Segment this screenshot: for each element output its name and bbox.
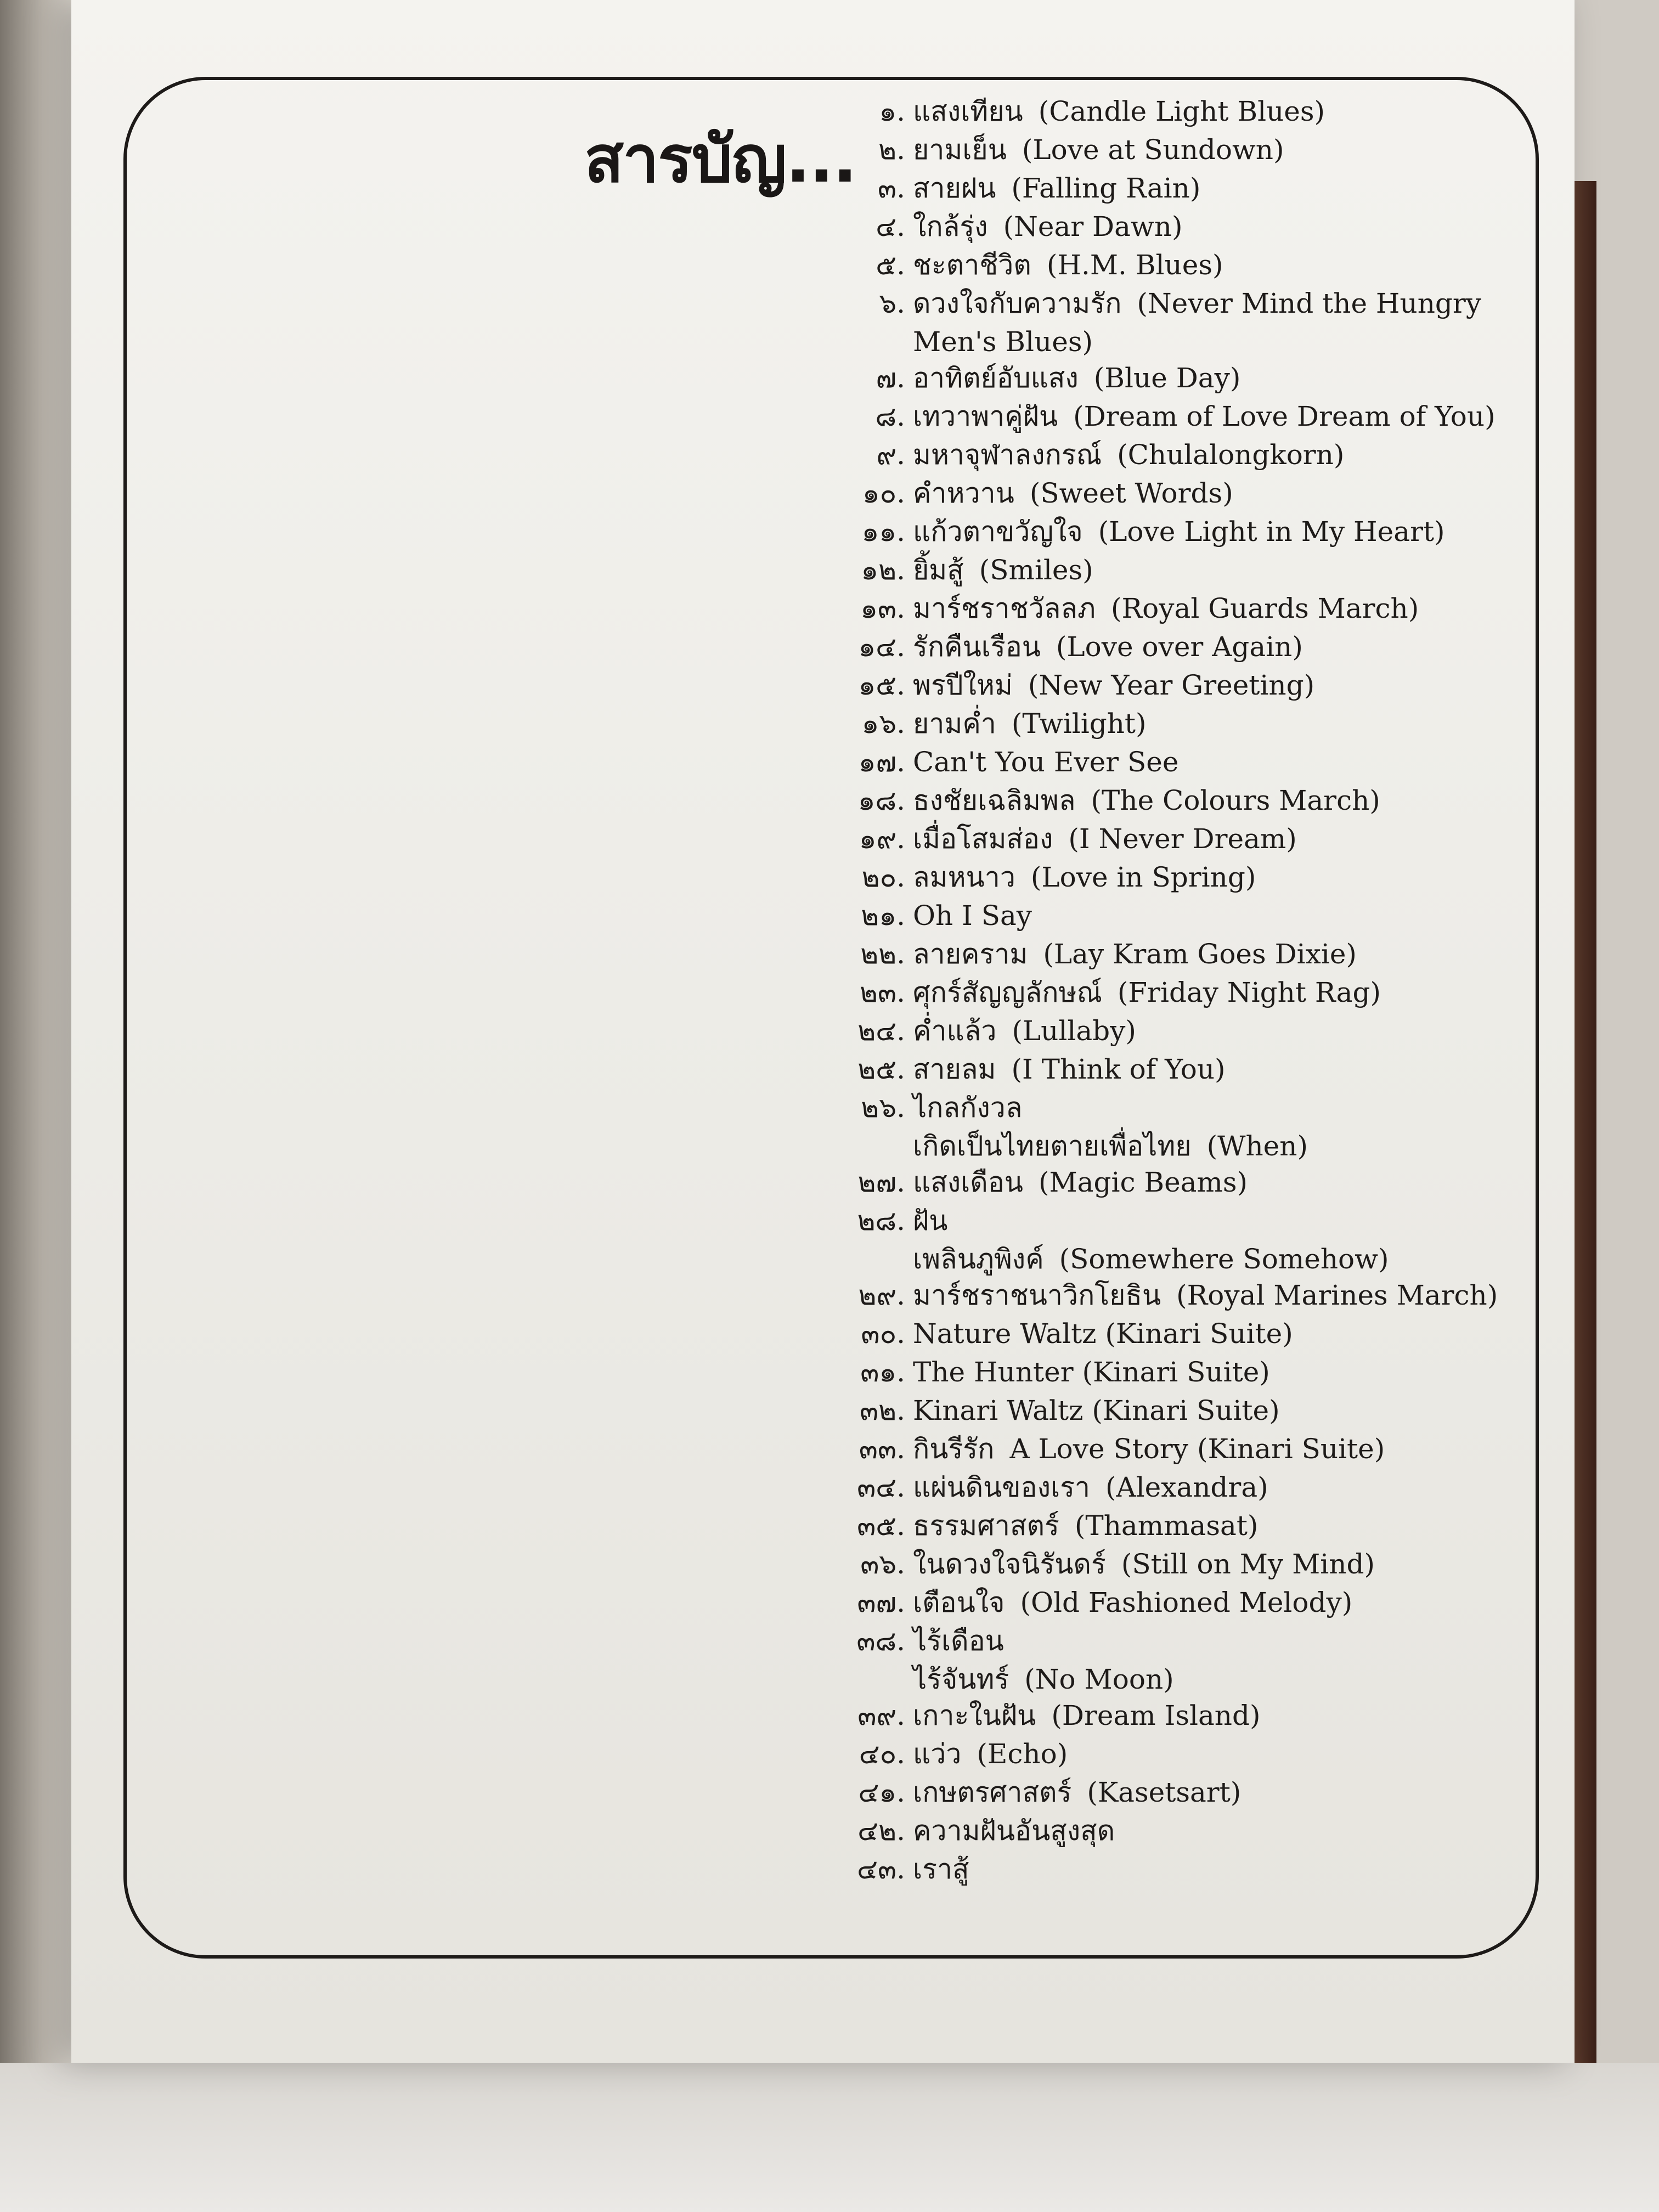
toc-item-thai-title: แผ่นดินของเรา	[913, 1471, 1090, 1503]
toc-item-thai-title: เกษตรศาสตร์	[913, 1776, 1072, 1808]
toc-item-thai-title: กินรีรัก	[913, 1433, 995, 1465]
toc-item-number: ๓๙.	[857, 1700, 905, 1731]
toc-item-english-title-2: Men's Blues)	[913, 326, 1093, 358]
toc-item-thai-title: ฝัน	[913, 1205, 948, 1237]
toc-item-english-title: (Twilight)	[1011, 708, 1147, 740]
toc-item-english-title: (Lay Kram Goes Dixie)	[1043, 938, 1357, 970]
toc-item-number: ๑๘.	[857, 785, 905, 816]
background-fabric	[0, 2063, 1659, 2212]
toc-item-thai-title: สายฝน	[913, 172, 996, 204]
toc-item-number: ๒๒.	[860, 938, 905, 970]
toc-item-english-title: (Sweet Words)	[1029, 477, 1233, 509]
toc-item-number: ๔๓.	[857, 1853, 905, 1885]
toc-item-thai-title: เทวาพาคู่ฝัน	[913, 400, 1058, 432]
toc-item-thai-title: ยามเย็น	[913, 134, 1007, 166]
toc-item-thai-title: เมื่อโสมส่อง	[913, 823, 1053, 855]
toc-item-thai-title: แสงเดือน	[913, 1166, 1023, 1198]
toc-item	[850, 1583, 1525, 1622]
toc-item-thai-title: เกาะในฝัน	[913, 1700, 1036, 1731]
toc-item-english-title: Can't You Ever See	[913, 746, 1179, 778]
toc-item	[850, 704, 1525, 743]
toc-item-english-title: (Never Mind the Hungry	[1137, 287, 1482, 319]
toc-item	[850, 207, 1525, 246]
toc-item-number: ๒๘.	[857, 1205, 905, 1237]
toc-item-thai-title-2: เพลินภูพิงค์	[913, 1243, 1044, 1275]
toc-item	[850, 896, 1525, 935]
toc-item	[850, 397, 1525, 436]
toc-item-thai-title: พรปีใหม่	[913, 669, 1013, 701]
toc-item-number: ๓๒.	[859, 1395, 905, 1426]
toc-item-english-title: (Still on My Mind)	[1121, 1548, 1375, 1580]
toc-item-thai-title: คำหวาน	[913, 477, 1014, 509]
toc-item-number: ๑๖.	[861, 708, 905, 740]
toc-item-thai-title: ในดวงใจนิรันดร์	[913, 1548, 1106, 1580]
toc-item	[850, 1430, 1525, 1468]
toc-item-thai-title: ค่ำแล้ว	[913, 1015, 997, 1047]
toc-item-number: ๒๖.	[861, 1092, 905, 1124]
toc-item	[850, 1353, 1525, 1391]
toc-item-english-title: (Love Light in My Heart)	[1098, 516, 1445, 548]
toc-item-english-title: (Love over Again)	[1056, 631, 1303, 663]
toc-item	[850, 246, 1525, 284]
toc-item-english-title: (Kasetsart)	[1087, 1776, 1242, 1808]
toc-item-thai-title: ยามค่ำ	[913, 708, 996, 740]
toc-item-thai-title: รักคืนเรือน	[913, 631, 1041, 663]
toc-item-number: ๑๑.	[861, 516, 905, 548]
toc-item-english-title: Kinari Waltz (Kinari Suite)	[913, 1395, 1280, 1426]
toc-item-second-line	[913, 1660, 1174, 1699]
toc-item-thai-title: ไร้เดือน	[913, 1625, 1004, 1657]
toc-item-english-title: Nature Waltz (Kinari Suite)	[913, 1318, 1293, 1350]
toc-item-number: ๔.	[876, 211, 905, 242]
toc-item-thai-title: ใกล้รุ่ง	[913, 211, 988, 242]
page-title: สารบัญ...	[584, 121, 856, 197]
toc-item-thai-title: เตือนใจ	[913, 1587, 1005, 1618]
toc-item-english-title: (Near Dawn)	[1003, 211, 1183, 242]
toc-item-number: ๑๒.	[861, 554, 905, 586]
toc-item-thai-title: ดวงใจกับความรัก	[913, 287, 1122, 319]
toc-item-number: ๑๓.	[860, 592, 905, 624]
toc-item-number: ๔๐.	[859, 1738, 905, 1770]
toc-item-english-title: (Love in Spring)	[1030, 861, 1256, 893]
toc-item	[850, 1850, 1525, 1888]
toc-item-thai-title: ยิ้มสู้	[913, 554, 964, 586]
toc-item-second-line	[913, 1240, 1389, 1278]
toc-item-number: ๒๙.	[858, 1279, 905, 1311]
toc-item-number: ๑.	[879, 95, 905, 127]
toc-item-english-title: (Royal Guards March)	[1111, 592, 1419, 624]
toc-item-english-title-2: (No Moon)	[1024, 1663, 1174, 1695]
toc-item-thai-title-2: เกิดเป็นไทยตายเพื่อไทย	[913, 1130, 1192, 1162]
toc-item-english-title: (Blue Day)	[1093, 362, 1241, 394]
toc-item-thai-title: มาร์ชราชวัลลภ	[913, 592, 1096, 624]
toc-item	[850, 131, 1525, 169]
toc-item-english-title: (Friday Night Rag)	[1117, 977, 1381, 1008]
toc-item	[850, 1314, 1525, 1353]
toc-item	[850, 743, 1525, 781]
book-spine	[0, 0, 71, 2212]
toc-item-thai-title: แว่ว	[913, 1738, 962, 1770]
toc-item	[850, 1773, 1525, 1812]
toc-item	[850, 92, 1525, 131]
toc-item-english-title: (Chulalongkorn)	[1117, 439, 1345, 471]
toc-item-english-title: (I Think of You)	[1011, 1053, 1226, 1085]
toc-item	[850, 1545, 1525, 1583]
toc-item-number: ๔๑.	[858, 1776, 905, 1808]
toc-item	[850, 1696, 1525, 1735]
toc-item-number: ๓๕.	[857, 1510, 905, 1542]
toc-item-number: ๓๖.	[860, 1548, 905, 1580]
toc-item-english-title: The Hunter (Kinari Suite)	[913, 1356, 1270, 1388]
toc-item-english-title: (Royal Marines March)	[1176, 1279, 1498, 1311]
toc-item-number: ๓๓.	[859, 1433, 905, 1465]
toc-item-thai-title: ลมหนาว	[913, 861, 1015, 893]
toc-item-english-title: (Candle Light Blues)	[1038, 95, 1325, 127]
toc-item-thai-title: ศุกร์สัญญลักษณ์	[913, 977, 1102, 1008]
toc-item-number: ๑๐.	[862, 477, 905, 509]
toc-item-thai-title: แสงเทียน	[913, 95, 1023, 127]
toc-item	[850, 1276, 1525, 1314]
toc-item-number: ๒๕.	[857, 1053, 905, 1085]
toc-item-number: ๑๗.	[858, 746, 905, 778]
toc-item	[850, 1506, 1525, 1545]
toc-item-thai-title: อาทิตย์อับแสง	[913, 362, 1079, 394]
toc-item-number: ๒๔.	[857, 1015, 905, 1047]
toc-item-english-title: (Love at Sundown)	[1022, 134, 1284, 166]
toc-item	[850, 781, 1525, 820]
toc-item	[850, 436, 1525, 474]
toc-item-english-title: (Smiles)	[979, 554, 1093, 586]
toc-item-number: ๒๓.	[859, 977, 905, 1008]
toc-item-second-line	[913, 323, 1093, 361]
toc-item	[850, 858, 1525, 896]
toc-item	[850, 666, 1525, 704]
toc-item	[850, 1012, 1525, 1050]
toc-item-english-title: (Thammasat)	[1074, 1510, 1259, 1542]
toc-item-number: ๑๕.	[858, 669, 905, 701]
toc-item-number: ๓๔.	[857, 1471, 905, 1503]
toc-item-number: ๘.	[875, 400, 905, 432]
toc-item-thai-title: มาร์ชราชนาวิกโยธิน	[913, 1279, 1161, 1311]
toc-item-thai-title: สายลม	[913, 1053, 996, 1085]
toc-item-english-title: (Dream Island)	[1051, 1700, 1261, 1731]
toc-item-english-title: (H.M. Blues)	[1046, 249, 1223, 281]
toc-item-english-title: (Echo)	[977, 1738, 1068, 1770]
toc-item	[850, 1391, 1525, 1430]
toc-item	[850, 1201, 1525, 1276]
toc-item-english-title: A Love Story (Kinari Suite)	[1009, 1433, 1385, 1465]
toc-item-thai-title: ธงชัยเฉลิมพล	[913, 785, 1076, 816]
toc-item-thai-title-2: ไร้จันทร์	[913, 1663, 1009, 1695]
toc-item-thai-title: แก้วตาขวัญใจ	[913, 516, 1083, 548]
toc-item-number: ๒๐.	[861, 861, 905, 893]
toc-item-second-line	[913, 1127, 1308, 1165]
toc-item-number: ๕.	[876, 249, 905, 281]
toc-item	[850, 512, 1525, 551]
toc-item-english-title: (Magic Beams)	[1038, 1166, 1248, 1198]
toc-item	[850, 284, 1525, 359]
toc-item-english-title: (Falling Rain)	[1011, 172, 1201, 204]
toc-item-number: ๔๒.	[857, 1815, 905, 1847]
toc-item	[850, 1163, 1525, 1201]
toc-item-number: ๖.	[879, 287, 905, 319]
toc-item-thai-title: ความฝันอันสูงสุด	[913, 1815, 1115, 1847]
toc-item-number: ๓๘.	[856, 1625, 905, 1657]
toc-item-english-title: (Old Fashioned Melody)	[1020, 1587, 1353, 1618]
toc-item-number: ๙.	[876, 439, 905, 471]
table-of-contents	[850, 92, 1525, 1888]
toc-item	[850, 1050, 1525, 1088]
toc-item	[850, 628, 1525, 666]
toc-item-english-title: (I Never Dream)	[1068, 823, 1297, 855]
toc-item-thai-title: เราสู้	[913, 1853, 969, 1885]
book-cover-edge	[1575, 181, 1596, 2063]
toc-item-english-title-2: (When)	[1206, 1130, 1308, 1162]
toc-item-english-title: Oh I Say	[913, 900, 1032, 932]
toc-item	[850, 169, 1525, 207]
toc-item	[850, 973, 1525, 1012]
toc-item-thai-title: ชะตาชีวิต	[913, 249, 1031, 281]
toc-item	[850, 1812, 1525, 1850]
toc-item-thai-title: ไกลกังวล	[913, 1092, 1023, 1124]
toc-item-number: ๒.	[878, 134, 905, 166]
toc-item	[850, 589, 1525, 628]
toc-item-english-title-2: (Somewhere Somehow)	[1059, 1243, 1389, 1275]
toc-item-english-title: (Lullaby)	[1012, 1015, 1136, 1047]
toc-item-thai-title: มหาจุฬาลงกรณ์	[913, 439, 1102, 471]
toc-item-english-title: (Alexandra)	[1105, 1471, 1268, 1503]
toc-item	[850, 1088, 1525, 1163]
toc-item-number: ๒๑.	[861, 900, 905, 932]
toc-item-number: ๓๑.	[860, 1356, 905, 1388]
toc-item-number: ๓๐.	[861, 1318, 905, 1350]
toc-item-number: ๗.	[876, 362, 905, 394]
toc-item-english-title: (Dream of Love Dream of You)	[1073, 400, 1496, 432]
toc-item	[850, 474, 1525, 512]
toc-item-number: ๓๗.	[857, 1587, 905, 1618]
toc-item	[850, 1735, 1525, 1773]
toc-item	[850, 1622, 1525, 1696]
toc-item	[850, 935, 1525, 973]
toc-item-number: ๑๔.	[858, 631, 905, 663]
toc-item-number: ๑๙.	[859, 823, 905, 855]
toc-item-number: ๒๗.	[857, 1166, 905, 1198]
toc-item	[850, 551, 1525, 589]
toc-item	[850, 820, 1525, 858]
toc-item	[850, 359, 1525, 397]
toc-item-number: ๓.	[877, 172, 905, 204]
toc-item-english-title: (The Colours March)	[1091, 785, 1380, 816]
toc-item	[850, 1468, 1525, 1506]
toc-item-english-title: (New Year Greeting)	[1028, 669, 1315, 701]
toc-item-thai-title: ลายคราม	[913, 938, 1028, 970]
toc-item-thai-title: ธรรมศาสตร์	[913, 1510, 1059, 1542]
